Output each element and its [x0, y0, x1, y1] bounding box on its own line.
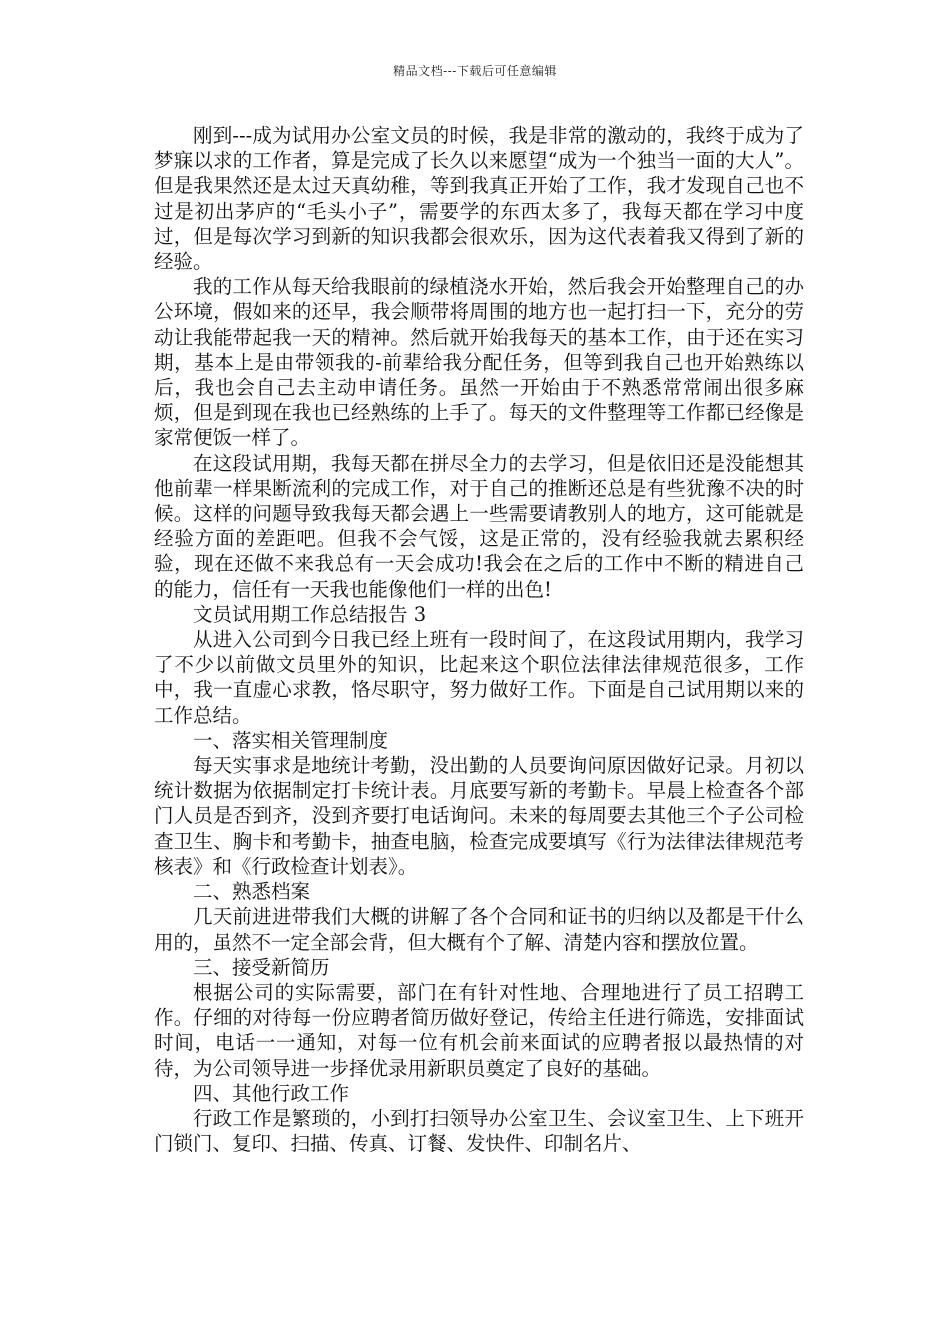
paragraph-section-3: 根据公司的实际需要，部门在有针对性地、合理地进行了员工招聘工作。仔细的对待每一份应聘者简历做好登记，传给主任进行筛选，安排面试时间，电话一一通知，对每一位有机会前来面试的应聘者报以最热情的对待，为公司领导进一步择优录用新职员奠定了良好的基础。	[154, 980, 804, 1080]
paragraph-2: 我的工作从每天给我眼前的绿植浇水开始，然后我会开始整理自己的办公环境，假如来的还早，我会顺带将周围的地方也一起打扫一下，充分的劳动让我能带起我一天的精神。然后就开始我每天的基本工作，由于还在实习期，基本上是由带领我的-前辈给我分配任务，但等到我自己也开始熟练以后，我也会自己去主动申请任务。虽然一开始由于不熟悉常常闹出很多麻烦，但是到现在我也已经熟练的上手了。每天的文件整理等工作都已经像是家常便饭一样了。	[154, 275, 804, 450]
report-title: 文员试用期工作总结报告 3	[193, 602, 427, 626]
paragraph-section-2: 几天前进进带我们大概的讲解了各个合同和证书的归纳以及都是干什么用的，虽然不一定全部会背，但大概有个了解、清楚内容和摆放位置。	[154, 905, 804, 954]
document-body	[154, 123, 804, 1156]
paragraph-section-1: 每天实事求是地统计考勤，没出勤的人员要询问原因做好记录。月初以统计数据为依据制定打卡统计表。月底要写新的考勤卡。早晨上检查各个部门人员是否到齐，没到齐要打电话询问。未来的每周要去其他三个子公司检查卫生、胸卡和考勤卡，抽查电脑，检查完成要填写《行为法律法律规范考核表》和《行政检查计划表》。	[154, 754, 804, 878]
paragraph-intro: 从进入公司到今日我已经上班有一段时间了，在这段试用期内，我学习了不少以前做文员里外的知识，比起来这个职位法律法律规范很多，工作中，我一直虚心求教，恪尽职守，努力做好工作。下面是自己试用期以来的工作总结。	[154, 628, 804, 727]
page-header: 精品文档---下载后可任意编辑	[393, 64, 557, 78]
section-heading-4: 四、其他行政工作	[193, 1081, 350, 1105]
section-heading-1: 一、落实相关管理制度	[193, 728, 389, 752]
paragraph-3: 在这段试用期，我每天都在拼尽全力的去学习，但是依旧还是没能想其他前辈一样果断流利的完成工作，对于自己的推断还总是有些犹豫不决的时候。这样的问题导致我每天都会遇上一些需要请教别人的地方，这可能就是经验方面的差距吧。但我不会气馁，这是正常的，没有经验我就去累积经验，现在还做不来我总有一天会成功!我会在之后的工作中不断的精进自己的能力，信任有一天我也能像他们一样的出色!	[154, 451, 804, 601]
section-heading-2: 二、熟悉档案	[193, 880, 311, 904]
section-heading-3: 三、接受新简历	[193, 955, 330, 979]
paragraph-1: 刚到---成为试用办公室文员的时候，我是非常的激动的，我终于成为了梦寐以求的工作者，算是完成了长久以来愿望“成为一个独当一面的大人”。但是我果然还是太过天真幼稚，等到我真正开始了工作，我才发现自己也不过是初出茅庐的“毛头小子”，需要学的东西太多了，我每天都在学习中度过，但是每次学习到新的知识我都会很欢乐，因为这代表着我又得到了新的经验。	[154, 124, 804, 274]
paragraph-section-4: 行政工作是繁琐的，小到打扫领导办公室卫生、会议室卫生、上下班开门锁门、复印、扫描、传真、订餐、发快件、印制名片、	[154, 1106, 804, 1156]
